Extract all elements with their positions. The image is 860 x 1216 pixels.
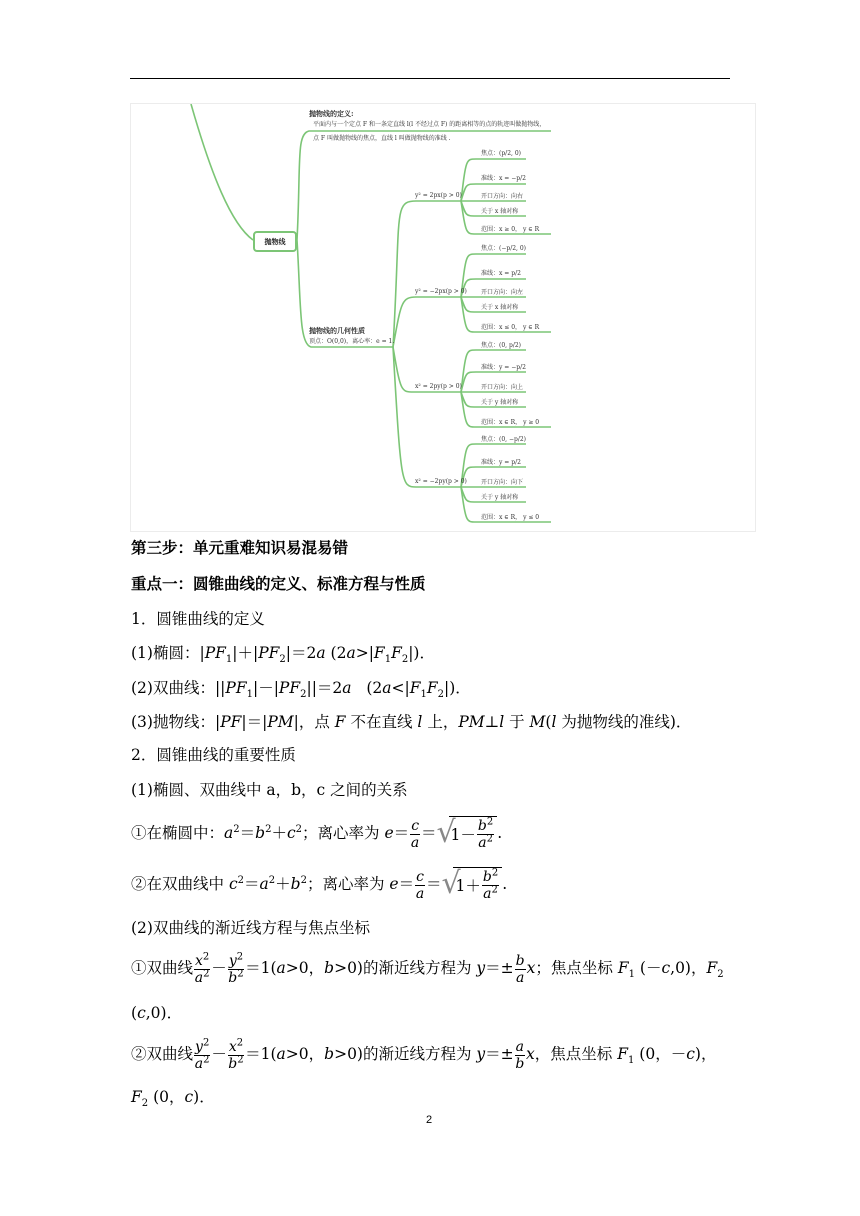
branch-item: 开口方向：向左 bbox=[481, 289, 524, 296]
branch-item: 关于 x 轴对称 bbox=[481, 304, 519, 311]
section-heading: 1．圆锥曲线的定义 bbox=[131, 610, 265, 628]
ellipse-definition: (1)椭圆：$|PF_1|+|PF_2|=2a$ $(2a>|F_1F_2|)$． bbox=[131, 644, 435, 666]
branch-item: 开口方向：向右 bbox=[481, 193, 524, 200]
page-number: 2 bbox=[426, 1114, 433, 1126]
branch-item: 准线：y = p/2 bbox=[481, 459, 521, 466]
branch-item: 准线：x = p/2 bbox=[481, 270, 521, 277]
branch-item: 开口方向：向下 bbox=[481, 479, 524, 486]
parabola-mindmap bbox=[130, 103, 756, 532]
branch-item: 焦点：(0, −p/2) bbox=[481, 436, 527, 443]
definition-title: 抛物线的定义: bbox=[309, 109, 354, 118]
header-rule bbox=[130, 78, 730, 79]
hyperbola-eccentricity: ②在双曲线中 $c^2=a^2+b^2$；离心率为 e＝ $\frac{c}{a}$ ＝ √ 1＋ $\frac{b^2}{a^2}$ . bbox=[131, 865, 508, 902]
branch-item: 开口方向：向上 bbox=[481, 384, 524, 391]
subsection-heading: (1)椭圆、双曲线中 a，b，c 之间的关系 bbox=[131, 781, 408, 799]
key-point-heading: 重点一：圆锥曲线的定义、标准方程与性质 bbox=[131, 574, 426, 593]
mindmap-connectors bbox=[131, 104, 755, 531]
branch-eq: x² = −2py(p > 0) bbox=[415, 478, 467, 485]
geometry-title: 抛物线的几何性质 bbox=[309, 326, 365, 335]
branch-item: 关于 y 轴对称 bbox=[481, 399, 519, 406]
mindmap-root: 抛物线 bbox=[253, 231, 297, 252]
branch-item: 准线：x = −p/2 bbox=[481, 175, 526, 182]
branch-item: 焦点：(−p/2, 0) bbox=[481, 245, 527, 252]
branch-item: 焦点：(0, p/2) bbox=[481, 342, 521, 349]
branch-item: 范围：x ∈ R， y ≥ 0 bbox=[481, 419, 540, 426]
branch-item: 焦点：(p/2, 0) bbox=[481, 150, 521, 157]
branch-eq: y² = −2px(p > 0) bbox=[415, 288, 467, 295]
geometry-line: 顶点：O(0,0)，离心率：e = 1. bbox=[309, 338, 395, 345]
branch-item: 范围：x ≤ 0， y ∈ R bbox=[481, 324, 540, 331]
subsection-heading: (2)双曲线的渐近线方程与焦点坐标 bbox=[131, 919, 370, 937]
branch-item: 准线：y = −p/2 bbox=[481, 364, 526, 371]
parabola-definition: (3)抛物线：|PF|＝|PM|，点 F 不在直线 l 上，PM⊥l 于 M(l 为抛物线的准线)． bbox=[131, 713, 692, 731]
asymptote-y-axis: ②双曲线 $\frac{y^2}{a^2}$ － $\frac{x^2}{b^2}$ ＝1(a>0，b>0)的渐近线方程为 y＝± $\frac{a}{b}$ x，焦点坐标 $F_1$ (0，－c)， bbox=[131, 1036, 717, 1072]
branch-item: 关于 x 轴对称 bbox=[481, 208, 519, 215]
step3-heading: 第三步：单元重难知识易混易错 bbox=[131, 538, 349, 557]
section-heading: 2．圆锥曲线的重要性质 bbox=[131, 746, 296, 764]
asymptote-y-axis-cont: $F_2$ (0，c)． bbox=[131, 1088, 215, 1110]
hyperbola-definition: (2)双曲线：$||PF_1|-|PF_2||=2a$ $(2a<|F_1F_2|)$． bbox=[131, 679, 471, 701]
branch-item: 关于 y 轴对称 bbox=[481, 494, 519, 501]
branch-item: 范围：x ∈ R， y ≤ 0 bbox=[481, 514, 540, 521]
definition-line2: 点 F 叫做抛物线的焦点，直线 l 叫做抛物线的准线 . bbox=[313, 135, 451, 142]
branch-item: 范围：x ≥ 0， y ∈ R bbox=[481, 226, 540, 233]
branch-eq: y² = 2px(p > 0) bbox=[415, 192, 462, 199]
definition-line1: 平面内与一个定点 F 和一条定直线 l(l 不经过点 F) 的距离相等的点的轨迹叫做抛物线， bbox=[313, 121, 546, 128]
ellipse-eccentricity: ①在椭圆中：$a^2=b^2+c^2$；离心率为 e＝ $\frac{c}{a}$ ＝ √ 1－ $\frac{b^2}{a^2}$ . bbox=[131, 814, 503, 851]
asymptote-x-axis: ①双曲线 $\frac{x^2}{a^2}$ － $\frac{y^2}{b^2}$ ＝1(a>0，b>0)的渐近线方程为 y＝± $\frac{b}{a}$ x；焦点坐标 $F_1$ (－c,0)，$F_2$ bbox=[131, 950, 724, 986]
branch-eq: x² = 2py(p > 0) bbox=[415, 383, 462, 390]
asymptote-x-axis-cont: (c,0)． bbox=[131, 1004, 183, 1022]
